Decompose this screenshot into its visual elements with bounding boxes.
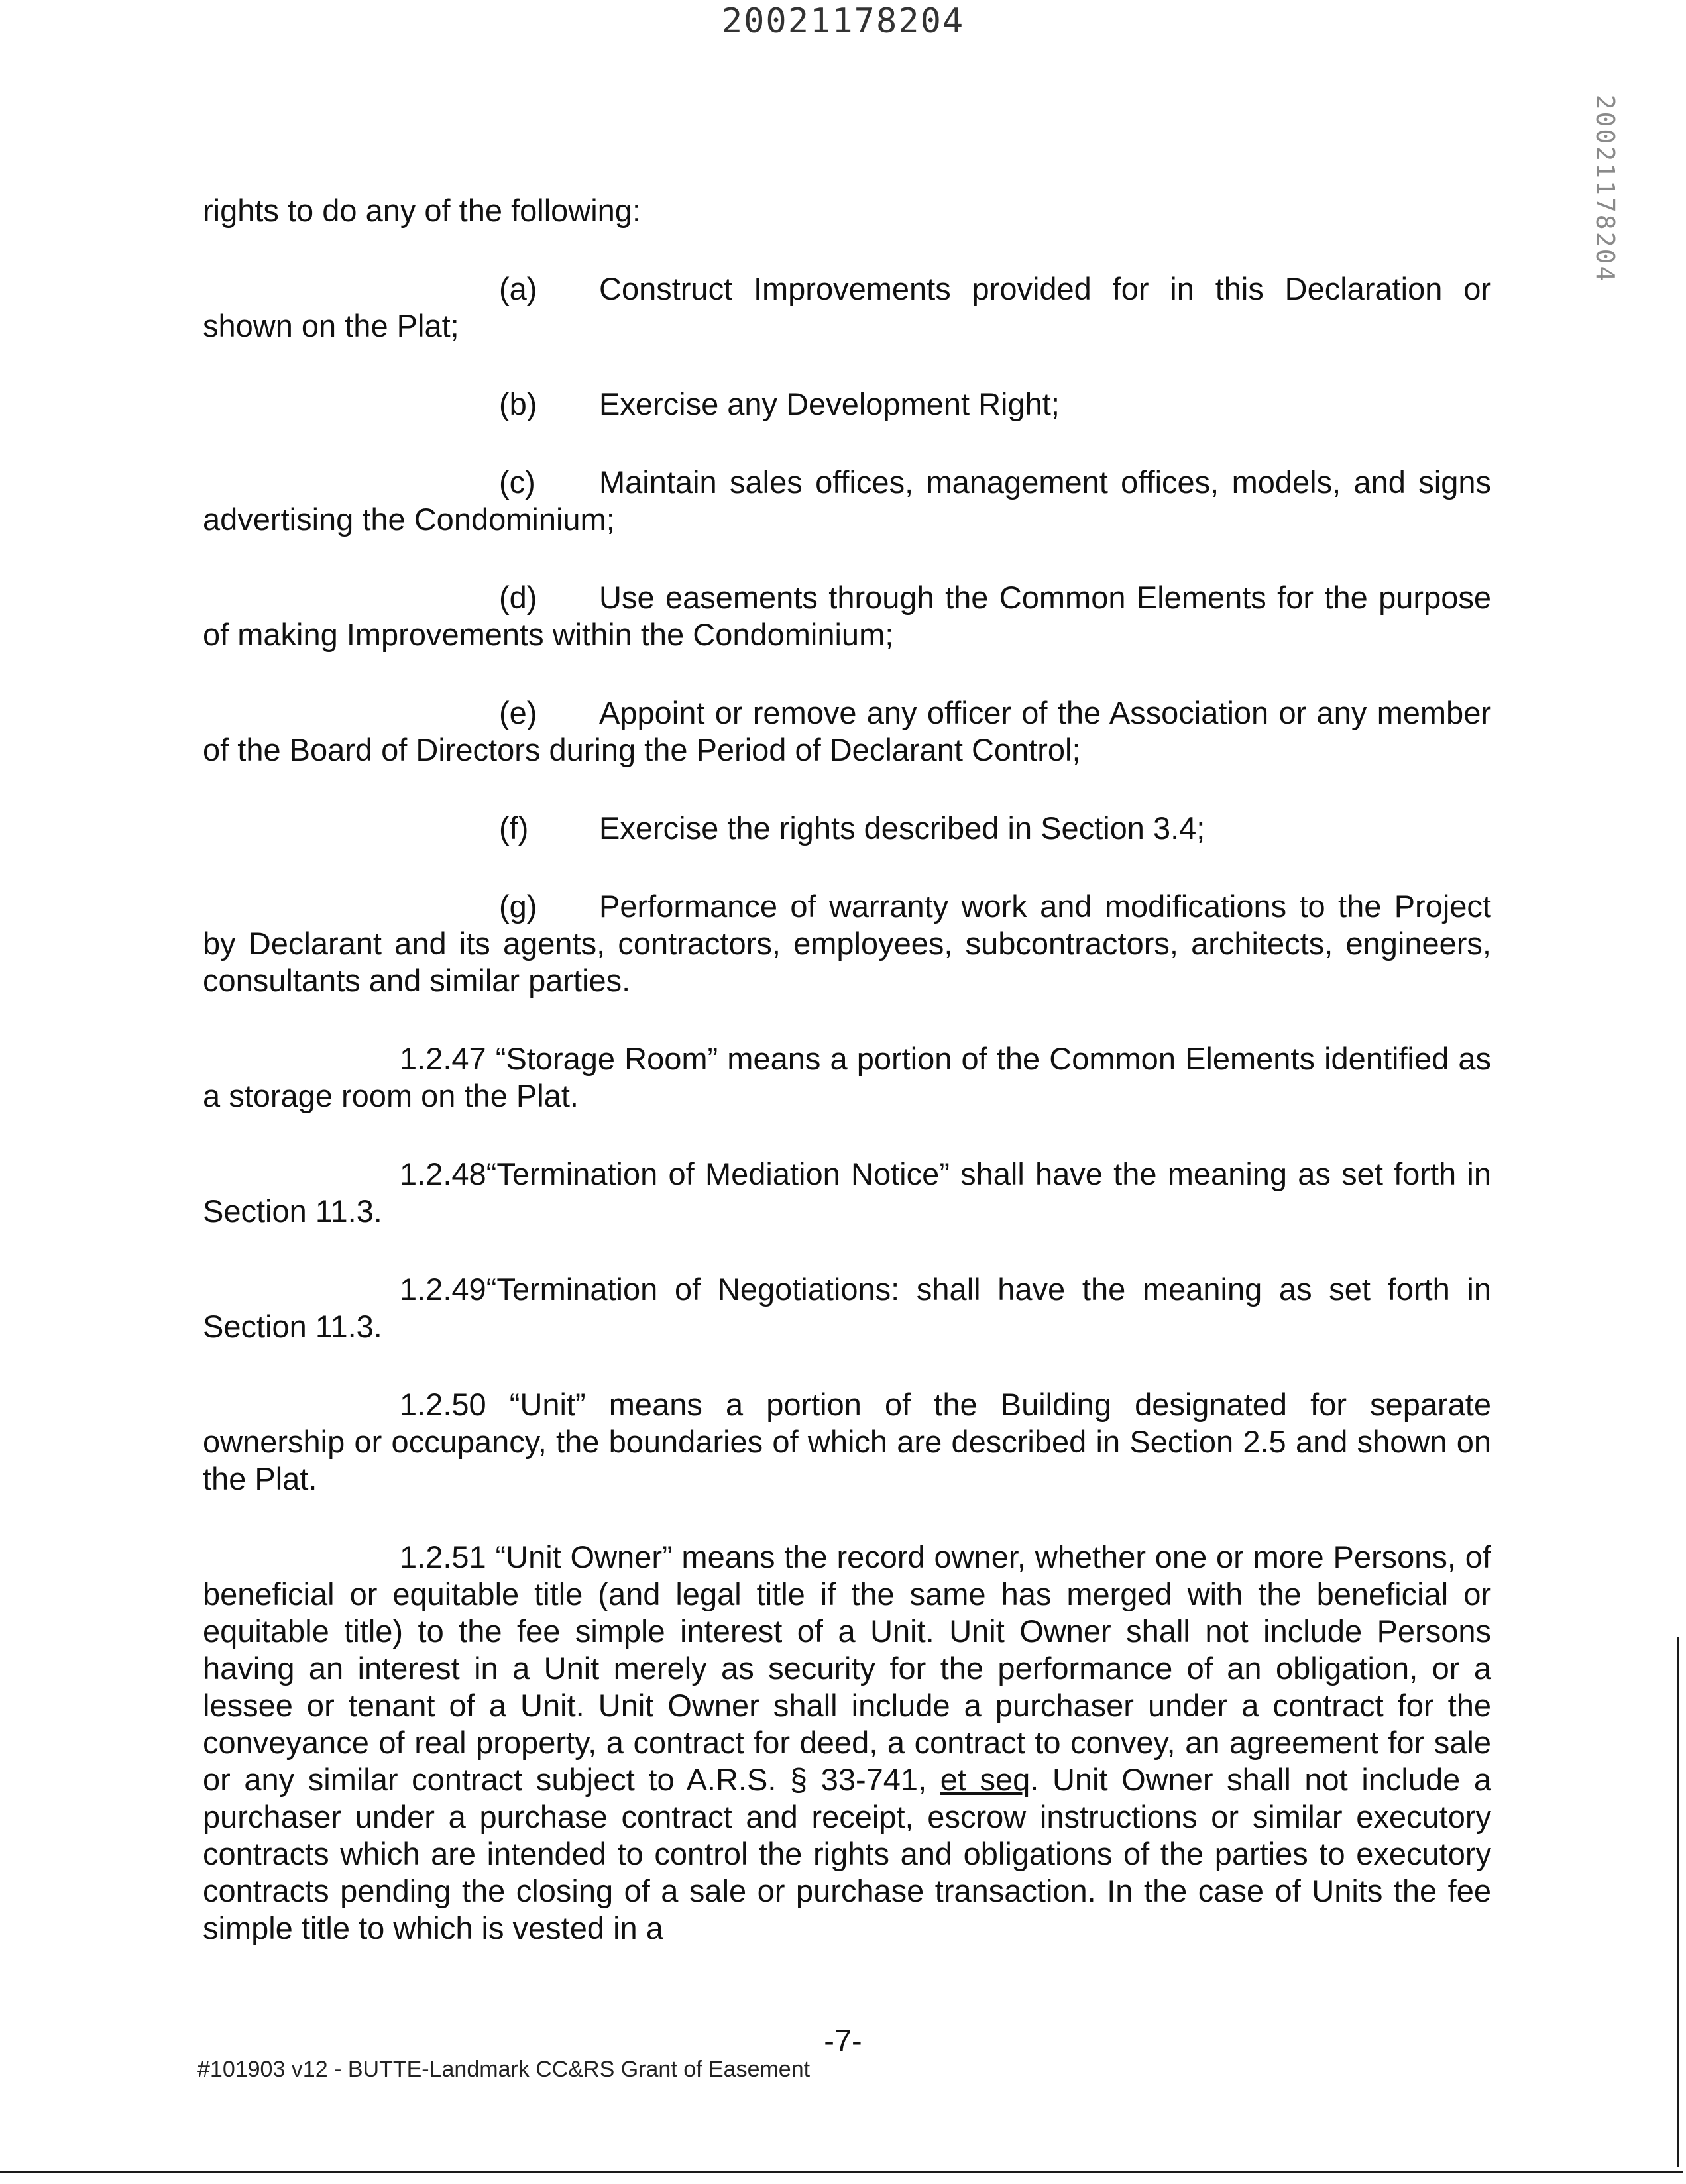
definition-text: “Unit Owner” means the record owner, whether one or more Persons, of beneficial or equitable title (and legal title if the same has merged with the beneficial or equitable title) to the fee simple interest of a Unit. Unit Owner shall not include Persons having an interest in a Unit merely as security for the performance of an obligation, or a lessee or tenant of a Unit. Unit Owner shall include a purchaser under a contract for the conveyance of real property, a contract for deed, a contract to convey, an agreement for sale or any similar contract subject to A.R.S. § 33-741, — [203, 1539, 1491, 1797]
opening-line: rights to do any of the following: — [203, 193, 642, 228]
list-item-a — [203, 270, 1491, 345]
item-text: Maintain sales offices, management offices, models, and signs advertising the Condominium; — [203, 464, 1491, 537]
definition-text: “Termination of Mediation Notice” shall have the meaning as set forth in Section 11.3. — [203, 1156, 1491, 1228]
list-item-f — [203, 810, 1491, 847]
definition-text-continued: . Unit Owner shall not include a purchaser under a purchase contract and receipt, escrow instructions or similar executory contracts which are intended to control the rights and obligations of the parties to executory contracts pending the closing of a sale or purchase transaction. In the case of Units the fee simple title to which is vested in a — [203, 1762, 1491, 1945]
item-text: Performance of warranty work and modifications to the Project by Declarant and its agents, contractors, employees, subcontractors, architects, engineers, consultants and similar parties. — [203, 889, 1491, 998]
item-marker: (a) — [499, 271, 537, 306]
item-text: Exercise any Development Right; — [599, 386, 1060, 421]
definition-text: “Storage Room” means a portion of the Common Elements identified as a storage room on the Plat. — [203, 1041, 1491, 1113]
item-marker: (b) — [499, 386, 537, 421]
item-text: Construct Improvements provided for in this Declaration or shown on the Plat; — [203, 271, 1491, 343]
side-stamp-text: 20021178204 — [1591, 94, 1620, 284]
list-item-g — [203, 888, 1491, 999]
scan-border-right — [1677, 1637, 1679, 2167]
definition-number: 1.2.51 — [400, 1539, 486, 1574]
document-reference: #101903 v12 - BUTTE-Landmark CC&RS Grant of Easement — [197, 2057, 811, 2082]
document-body — [203, 192, 1491, 1947]
definition-1-2-49 — [203, 1271, 1491, 1345]
side-recording-stamp — [1591, 80, 1620, 298]
item-text: Exercise the rights described in Section 3.4; — [599, 810, 1206, 846]
definition-text: “Unit” means a portion of the Building designated for separate ownership or occupancy, the boundaries of which are described in Section 2.5 and shown on the Plat. — [203, 1387, 1491, 1496]
definition-1-2-48 — [203, 1156, 1491, 1230]
list-item-d — [203, 579, 1491, 653]
definition-1-2-50 — [203, 1386, 1491, 1498]
list-item-e — [203, 694, 1491, 769]
page-number: -7- — [824, 2023, 862, 2058]
recording-number: 20021178204 — [721, 1, 965, 41]
item-marker: (f) — [499, 810, 529, 846]
latin-term: et seq — [940, 1762, 1031, 1797]
definition-1-2-51 — [203, 1539, 1491, 1947]
item-text: Appoint or remove any officer of the Association or any member of the Board of Directors during the Period of Declarant Control; — [203, 695, 1491, 767]
item-marker: (e) — [499, 695, 537, 730]
list-item-b — [203, 386, 1491, 423]
definition-number: 1.2.48 — [400, 1156, 486, 1191]
list-item-c — [203, 464, 1491, 538]
scan-border-bottom — [0, 2171, 1683, 2173]
definition-text: “Termination of Negotiations: shall have the meaning as set forth in Section 11.3. — [203, 1272, 1491, 1344]
definition-number: 1.2.47 — [400, 1041, 486, 1076]
item-marker: (g) — [499, 889, 537, 924]
item-marker: (c) — [499, 464, 535, 500]
definition-1-2-47 — [203, 1040, 1491, 1115]
item-marker: (d) — [499, 580, 537, 615]
definition-number: 1.2.49 — [400, 1272, 486, 1307]
definition-number: 1.2.50 — [400, 1387, 486, 1422]
item-text: Use easements through the Common Elements for the purpose of making Improvements within the Condominium; — [203, 580, 1491, 652]
